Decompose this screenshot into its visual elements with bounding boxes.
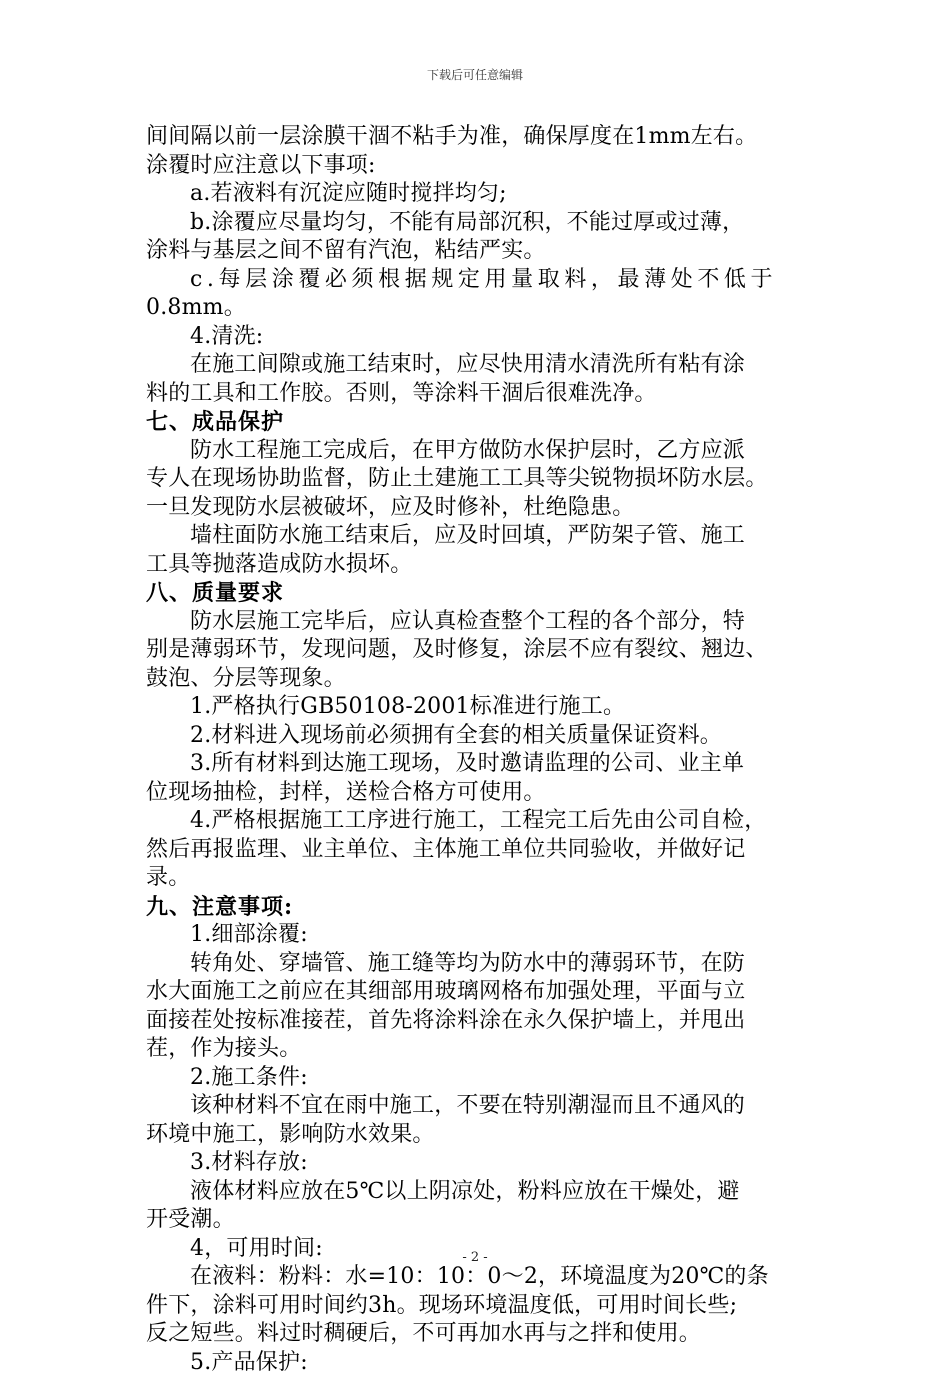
body-line: 件下，涂料可用时间约3h。现场环境温度低，可用时间长些; bbox=[146, 1292, 814, 1321]
section-heading: 九、注意事项: bbox=[146, 893, 814, 922]
subsection-title: 1.细部涂覆: bbox=[146, 921, 814, 950]
paragraph-line: 在液料：粉料：水=10：10：0～2，环境温度为20℃的条 bbox=[146, 1263, 814, 1292]
list-item: 2.材料进入现场前必须拥有全套的相关质量保证资料。 bbox=[146, 722, 814, 751]
body-line: 0.8mm。 bbox=[146, 294, 814, 323]
paragraph-line: 防水层施工完毕后，应认真检查整个工程的各个部分，特 bbox=[146, 608, 814, 637]
list-item: 4.严格根据施工工序进行施工，工程完工后先由公司自检， bbox=[146, 807, 814, 836]
body-line: 水大面施工之前应在其细部用玻璃网格布加强处理，平面与立 bbox=[146, 978, 814, 1007]
subsection-title: 4，可用时间: bbox=[146, 1235, 814, 1264]
body-line: 间间隔以前一层涂膜干涸不粘手为准，确保厚度在1mm左右。 bbox=[146, 123, 814, 152]
body-line: 然后再报监理、业主单位、主体施工单位共同验收，并做好记 bbox=[146, 836, 814, 865]
body-line: 别是薄弱环节，发现问题，及时修复，涂层不应有裂纹、翘边、 bbox=[146, 636, 814, 665]
body-line: 料的工具和工作胶。否则，等涂料干涸后很难洗净。 bbox=[146, 380, 814, 409]
subsection-title: 4.清洗: bbox=[146, 323, 814, 352]
body-line: 一旦发现防水层被破坏，应及时修补，杜绝隐患。 bbox=[146, 494, 814, 523]
body-line: 位现场抽检，封样，送检合格方可使用。 bbox=[146, 779, 814, 808]
list-item: 1.严格执行GB50108-2001标准进行施工。 bbox=[146, 693, 814, 722]
paragraph-line: 转角处、穿墙管、施工缝等均为防水中的薄弱环节，在防 bbox=[146, 950, 814, 979]
body-line: 面接茬处按标准接茬，首先将涂料涂在永久保护墙上，并甩出 bbox=[146, 1007, 814, 1036]
body-line: 环境中施工，影响防水效果。 bbox=[146, 1121, 814, 1150]
body-line: 反之短些。料过时稠硬后，不可再加水再与之拌和使用。 bbox=[146, 1320, 814, 1349]
body-line: 工具等抛落造成防水损坏。 bbox=[146, 551, 814, 580]
subsection-title: 3.材料存放: bbox=[146, 1149, 814, 1178]
section-heading: 七、成品保护 bbox=[146, 408, 814, 437]
body-line: 鼓泡、分层等现象。 bbox=[146, 665, 814, 694]
paragraph-line: 在施工间隙或施工结束时，应尽快用清水清洗所有粘有涂 bbox=[146, 351, 814, 380]
paragraph-line: 液体材料应放在5℃以上阴凉处，粉料应放在干燥处，避 bbox=[146, 1178, 814, 1207]
body-line: 专人在现场协助监督，防止土建施工工具等尖锐物损坏防水层。 bbox=[146, 465, 814, 494]
body-line: 开受潮。 bbox=[146, 1206, 814, 1235]
list-item: b.涂覆应尽量均匀，不能有局部沉积，不能过厚或过薄， bbox=[146, 209, 814, 238]
page-number: - 2 - bbox=[0, 1250, 950, 1265]
body-line: 涂料与基层之间不留有汽泡，粘结严实。 bbox=[146, 237, 814, 266]
section-heading: 八、质量要求 bbox=[146, 579, 814, 608]
document-body bbox=[146, 123, 814, 1377]
subsection-title: 2.施工条件: bbox=[146, 1064, 814, 1093]
paragraph-line: 墙柱面防水施工结束后，应及时回填，严防架子管、施工 bbox=[146, 522, 814, 551]
body-line: 茬，作为接头。 bbox=[146, 1035, 814, 1064]
paragraph-line: 防水工程施工完成后，在甲方做防水保护层时，乙方应派 bbox=[146, 437, 814, 466]
body-line: 涂覆时应注意以下事项: bbox=[146, 152, 814, 181]
body-line: 录。 bbox=[146, 864, 814, 893]
list-item: a.若液料有沉淀应随时搅拌均匀; bbox=[146, 180, 814, 209]
list-item: 3.所有材料到达施工现场，及时邀请监理的公司、业主单 bbox=[146, 750, 814, 779]
list-item: c.每层涂覆必须根据规定用量取料，最薄处不低于 bbox=[146, 266, 814, 295]
paragraph-line: 该种材料不宜在雨中施工，不要在特别潮湿而且不通风的 bbox=[146, 1092, 814, 1121]
subsection-title: 5.产品保护: bbox=[146, 1349, 814, 1377]
page-header: 下载后可任意编辑 bbox=[0, 66, 950, 83]
